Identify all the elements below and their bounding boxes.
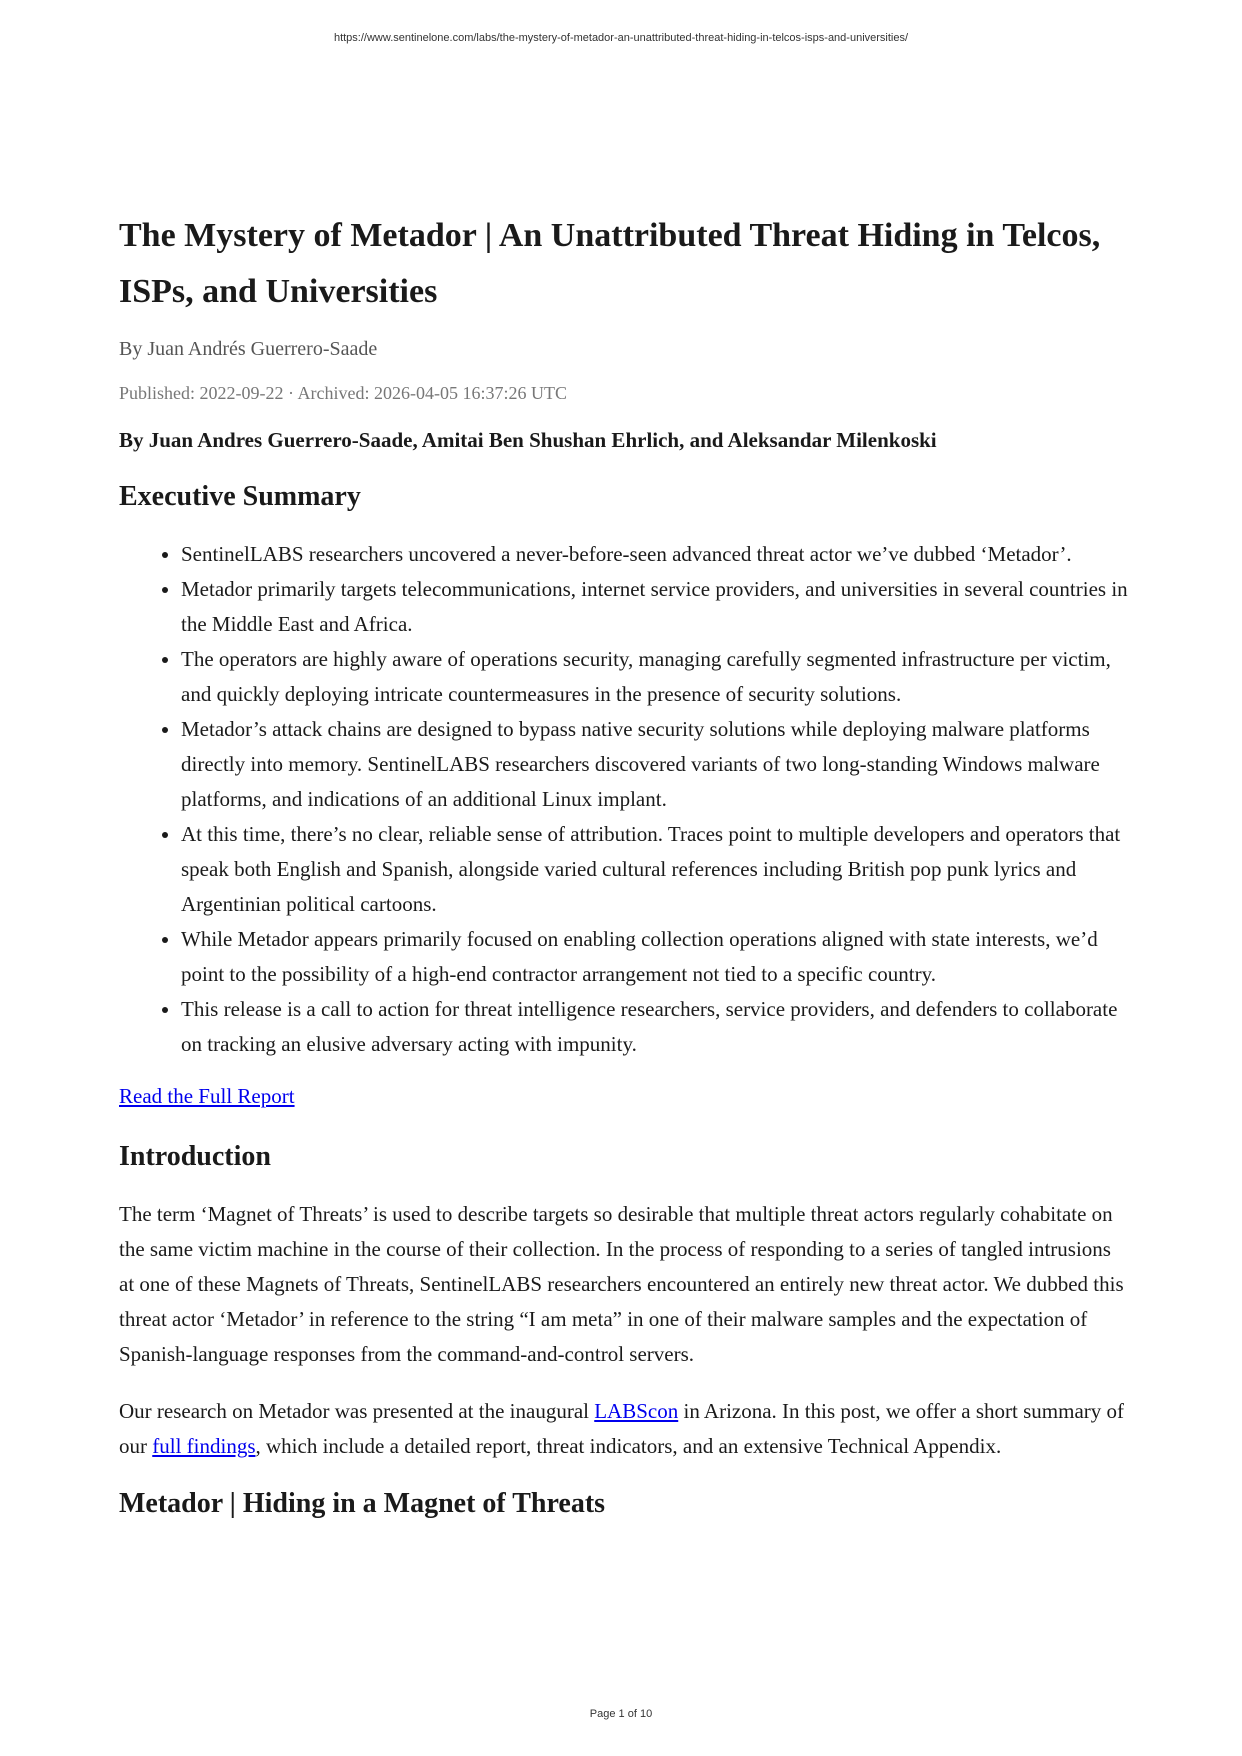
authors: By Juan Andres Guerrero-Saade, Amitai Ben Shushan Ehrlich, and Aleksandar Milenkoski xyxy=(119,428,937,452)
list-item: • Metador primarily targets telecommunications, internet service providers, and universities in several countries in the Middle East and Africa. xyxy=(181,572,1129,642)
list-item: • At this time, there’s no clear, reliable sense of attribution. Traces point to multiple developers and operators that speak both English and Spanish, alongside varied cultural references including British pop punk lyrics and Argentinian political cartoons. xyxy=(181,817,1129,922)
labscon-link[interactable]: LABScon xyxy=(594,1399,679,1423)
executive-summary-heading: Executive Summary xyxy=(119,481,361,512)
text: Our research on Metador was presented at the inaugural xyxy=(119,1399,595,1423)
byline: By Juan Andrés Guerrero-Saade xyxy=(119,338,378,360)
summary-list xyxy=(119,537,1129,1062)
list-item: • SentinelLABS researchers uncovered a never-before-seen advanced threat actor we’ve dubbed ‘Metador’. xyxy=(181,537,1129,572)
intro-paragraph-2 xyxy=(119,1394,1129,1464)
page-title: The Mystery of Metador | An Unattributed Threat Hiding in Telcos, ISPs, and Universities xyxy=(119,217,1101,310)
read-full-report-link[interactable]: Read the Full Report xyxy=(119,1084,295,1108)
text: , which include a detailed report, threat indicators, and an extensive Technical Appendix. xyxy=(255,1434,1002,1458)
introduction-heading: Introduction xyxy=(119,1141,271,1172)
article xyxy=(119,208,1129,1544)
list-item: • The operators are highly aware of operations security, managing carefully segmented infrastructure per victim, and quickly deploying intricate countermeasures in the presence of security solutions. xyxy=(181,642,1129,712)
list-item: • This release is a call to action for threat intelligence researchers, service providers, and defenders to collaborate on tracking an elusive adversary acting with impunity. xyxy=(181,992,1129,1062)
page-number: Page 1 of 10 xyxy=(589,1708,653,1720)
published-date: Published: 2022-09-22 · Archived: 2026-04-05 16:37:26 UTC xyxy=(119,383,567,403)
list-item: • While Metador appears primarily focused on enabling collection operations aligned with state interests, we’d point to the possibility of a high-end contractor arrangement not tied to a specific country. xyxy=(181,922,1129,992)
full-findings-link[interactable]: full findings xyxy=(152,1434,256,1458)
page-url: https://www.sentinelone.com/labs/the-mystery-of-metador-an-unattributed-threat-hiding-in-telcos-isps-and-universities/ xyxy=(333,32,909,44)
list-item: • Metador’s attack chains are designed to bypass native security solutions while deploying malware platforms directly into memory. SentinelLABS researchers discovered variants of two long-standing Windows malware platforms, and indications of an additional Linux implant. xyxy=(181,712,1129,817)
section-heading: Metador | Hiding in a Magnet of Threats xyxy=(119,1488,606,1519)
text: in Arizona. In this post, we offer a short summary of our xyxy=(119,1399,1125,1458)
intro-paragraph-1: The term ‘Magnet of Threats’ is used to describe targets so desirable that multiple threat actors regularly cohabitate on the same victim machine in the course of their collection. In the process of responding to a series of tangled intrusions at one of these Magnets of Threats, SentinelLABS researchers encountered an entirely new threat actor. We dubbed this threat actor ‘Metador’ in reference to the string “I am meta” in one of their malware samples and the expectation of Spanish-language responses from the command-and-control servers. xyxy=(119,1202,1124,1366)
